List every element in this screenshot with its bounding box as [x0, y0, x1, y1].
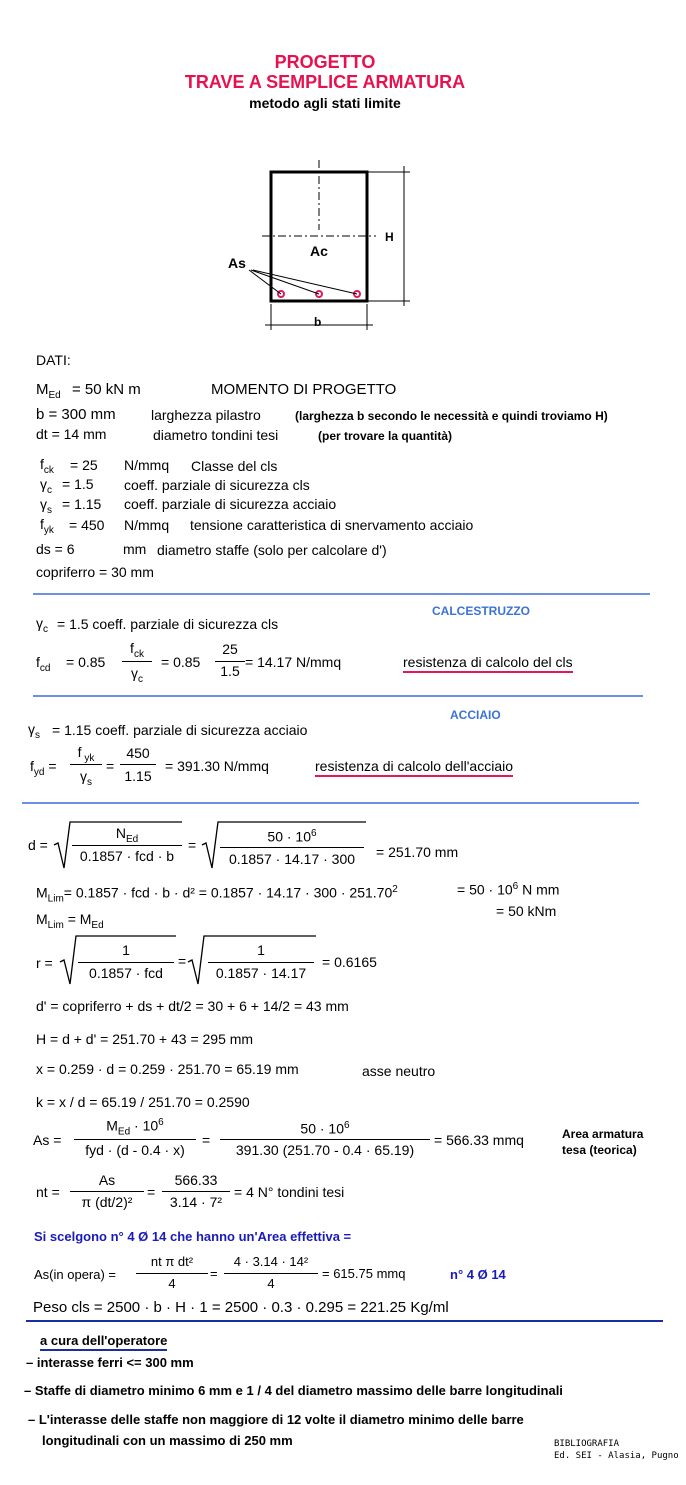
b-value: b = 300 mm	[36, 406, 116, 423]
r-num1: 1	[122, 942, 130, 958]
fraction-line	[162, 1191, 230, 1192]
x-note: asse neutro	[362, 1063, 436, 1079]
fraction-line	[208, 962, 314, 963]
fraction-line	[136, 1273, 208, 1274]
fyd-frac-num: f $_{yk}$	[77, 744, 95, 764]
peso-line: Peso cls = 2500 · b · H · 1 = 2500 · 0.3 · 0.295 = 221.25 Kg/ml	[33, 1299, 449, 1316]
asop-num2: 4 · 3.14 · 14²	[233, 1254, 309, 1269]
fraction-line	[224, 1273, 318, 1274]
acc-gs-symbol: $\gamma_s$	[28, 721, 40, 741]
dati-heading: DATI:	[36, 352, 71, 368]
cls-gc-symbol: $\gamma_c$	[36, 615, 48, 635]
divider	[22, 802, 639, 804]
fyd-den2: 1.15	[124, 768, 152, 784]
asop-bars: n° 4 Ø 14	[450, 1267, 506, 1282]
fyk-value: = 450	[69, 517, 105, 533]
label-b: b	[314, 315, 322, 329]
fraction-line	[70, 764, 102, 765]
r-label: r =	[36, 955, 53, 971]
r-result: = 0.6165	[322, 954, 377, 970]
copriferro: copriferro = 30 mm	[36, 564, 154, 580]
asop-den2: 4	[267, 1276, 275, 1291]
fcd-symbol: $f_{cd}$	[36, 654, 51, 674]
med-value: = 50 kN m	[72, 381, 141, 398]
x-line: x = 0.259 · d = 0.259 · 251.70 = 65.19 mm	[36, 1061, 299, 1077]
equals: =	[147, 1184, 156, 1200]
divider	[26, 1320, 663, 1322]
nt-result: = 4 N° tondini tesi	[234, 1184, 345, 1200]
biblio-line-2: Ed. SEI - Alasia, Pugno	[554, 1451, 679, 1461]
divider	[33, 695, 643, 697]
equals: =	[178, 953, 187, 969]
fraction-line	[220, 1139, 430, 1140]
nt-num1: As	[98, 1172, 116, 1188]
as-note-2: tesa (teorica)	[562, 1143, 637, 1157]
cls-gc-line: = 1.5 coeff. parziale di sicurezza cls	[57, 616, 279, 632]
fyd-label: resistenza di calcolo dell'acciaio	[315, 758, 513, 777]
d-result: = 251.70 mm	[376, 844, 459, 860]
r-den2: 0.1857 · 14.17	[215, 965, 307, 981]
fyd-symbol: $f_{yd}$ =	[30, 758, 57, 778]
fck-value: = 25	[70, 457, 98, 473]
k-line: k = x / d = 65.19 / 251.70 = 0.2590	[36, 1094, 250, 1110]
r-num2: 1	[257, 942, 265, 958]
fcd-frac-den: $\gamma_c$	[131, 665, 143, 685]
gs-desc: coeff. parziale di sicurezza acciaio	[124, 496, 337, 512]
list-item-cont: longitudinali con un massimo di 250 mm	[42, 1433, 293, 1448]
mlim-eq: $M_{Lim} = M_{Ed}$	[36, 911, 104, 931]
d-den2: 0.1857 · 14.17 · 300	[228, 851, 356, 867]
acciaio-heading: ACCIAIO	[450, 708, 501, 722]
asop-label: As(in opera) =	[34, 1267, 117, 1282]
as-den1: fyd · (d - 0.4 · x)	[85, 1142, 185, 1158]
b-note: (larghezza b secondo le necessità e quindi troviamo H)	[295, 409, 608, 423]
fcd-num2: 25	[222, 641, 238, 657]
asop-num1: nt π dt²	[150, 1254, 194, 1269]
fraction-line	[70, 1191, 144, 1192]
equals: =	[210, 1266, 218, 1281]
dprime-line: d' = copriferro + ds + dt/2 = 30 + 6 + 14/2 = 43 mm	[36, 998, 349, 1014]
dt-note: (per trovare la quantità)	[318, 429, 453, 443]
ds-desc: diametro staffe (solo per calcolare d')	[157, 542, 387, 558]
d-num2: $50 \cdot 10^6$	[267, 828, 317, 845]
dt-value: dt = 14 mm	[36, 426, 107, 442]
label-h: H	[385, 230, 394, 244]
list-item: – L'interasse delle staffe non maggiore di 12 volte il diametro minimo delle barre	[28, 1412, 524, 1427]
biblio-line-1: BIBLIOGRAFIA	[554, 1439, 620, 1449]
fyk-unit: N/mmq	[124, 517, 170, 533]
gs-value: = 1.15	[62, 496, 102, 512]
nt-num2: 566.33	[174, 1172, 218, 1188]
r-den1: 0.1857 · fcd	[89, 965, 163, 981]
as-note-1: Area armatura	[562, 1127, 644, 1141]
nt-den2: 3.14 · 7²	[169, 1194, 223, 1210]
equals: =	[106, 758, 115, 774]
fraction-line	[220, 847, 364, 848]
fcd-den2: 1.5	[220, 663, 240, 679]
fcd-eq2: = 0.85	[161, 654, 201, 670]
d-num1: $N_{Ed}$	[115, 825, 139, 845]
dt-desc: diametro tondini tesi	[153, 427, 279, 443]
fraction-line	[120, 764, 156, 765]
fraction-line	[78, 962, 174, 963]
asop-den1: 4	[168, 1276, 176, 1291]
label-ac: Ac	[310, 243, 328, 259]
fcd-frac-num: $f_{ck}$	[130, 640, 144, 660]
fck-symbol: $f_{ck}$	[40, 456, 54, 476]
equals: =	[202, 1132, 211, 1148]
ds-value: ds = 6	[36, 541, 75, 557]
list-item: – Staffe di diametro minimo 6 mm e 1 / 4 del diametro massimo delle barre longitudinali	[24, 1383, 563, 1398]
nt-label: nt =	[36, 1184, 60, 1200]
fraction-line	[74, 1139, 196, 1140]
H-line: H = d + d' = 251.70 + 43 = 295 mm	[36, 1031, 254, 1047]
fcd-eq1: = 0.85	[66, 654, 106, 670]
mlim-result: = $50 \cdot 10^6$ N mm	[457, 881, 560, 898]
list-item: – interasse ferri <= 300 mm	[26, 1355, 194, 1370]
fraction-line	[122, 661, 152, 662]
equals: =	[188, 837, 197, 853]
divider	[33, 593, 650, 595]
page-title: PROGETTO	[274, 52, 376, 72]
d-label: d =	[28, 837, 48, 853]
fraction-line	[215, 661, 245, 662]
page-subtitle: metodo agli stati limite	[249, 95, 401, 111]
page-title-2: TRAVE A SEMPLICE ARMATURA	[184, 72, 466, 92]
mlim-result-2: = 50 kNm	[496, 903, 557, 919]
operatore-heading: a cura dell'operatore	[40, 1333, 167, 1351]
label-as: As	[228, 255, 246, 271]
acc-gs-line: = 1.15 coeff. parziale di sicurezza acciaio	[52, 722, 308, 738]
d-den1: 0.1857 · fcd · b	[79, 848, 175, 864]
beam-section-figure	[0, 0, 686, 340]
as-num2: $50 \cdot 10^6$	[300, 1120, 350, 1137]
fck-desc: Classe del cls	[191, 458, 278, 474]
fcd-result: = 14.17 N/mmq	[245, 654, 342, 670]
as-num1: $M_{Ed} \cdot 10^6$	[106, 1117, 164, 1138]
fcd-label: resistenza di calcolo del cls	[403, 654, 573, 673]
fyd-frac-den: $\gamma_s$	[80, 768, 92, 788]
gc-symbol: $\gamma_c$	[40, 476, 52, 496]
fyk-symbol: $f_{yk}$	[40, 516, 54, 536]
gc-value: = 1.5	[62, 476, 94, 492]
mlim-line: $M_{Lim}= 0.1857$ · fcd · $b \cdot d^2 = 0.1857 \cdot 14.17 \cdot 300 \cdot 251.70^2$	[36, 884, 398, 905]
as-label: As =	[33, 1132, 62, 1148]
fraction-line	[72, 845, 182, 846]
fyd-result: = 391.30 N/mmq	[165, 758, 269, 774]
fyk-desc: tensione caratteristica di snervamento acciaio	[190, 517, 474, 533]
as-result: = 566.33 mmq	[434, 1132, 524, 1148]
b-desc: larghezza pilastro	[151, 407, 261, 423]
nt-den1: π (dt/2)²	[81, 1194, 133, 1210]
med-desc: MOMENTO DI PROGETTO	[211, 381, 397, 398]
gc-desc: coeff. parziale di sicurezza cls	[124, 477, 310, 493]
fck-unit: N/mmq	[124, 457, 170, 473]
med-symbol: $M_{Ed}$	[36, 381, 61, 401]
fyd-num2: 450	[126, 745, 150, 761]
scelta-line: Si scelgono n° 4 Ø 14 che hanno un'Area effettiva =	[34, 1229, 352, 1244]
ds-unit: mm	[123, 541, 147, 557]
gs-symbol: $\gamma_s$	[40, 496, 52, 516]
cls-heading: CALCESTRUZZO	[432, 604, 530, 618]
as-den2: 391.30 (251.70 - 0.4 · 65.19)	[235, 1142, 415, 1158]
asop-result: = 615.75 mmq	[322, 1266, 406, 1281]
